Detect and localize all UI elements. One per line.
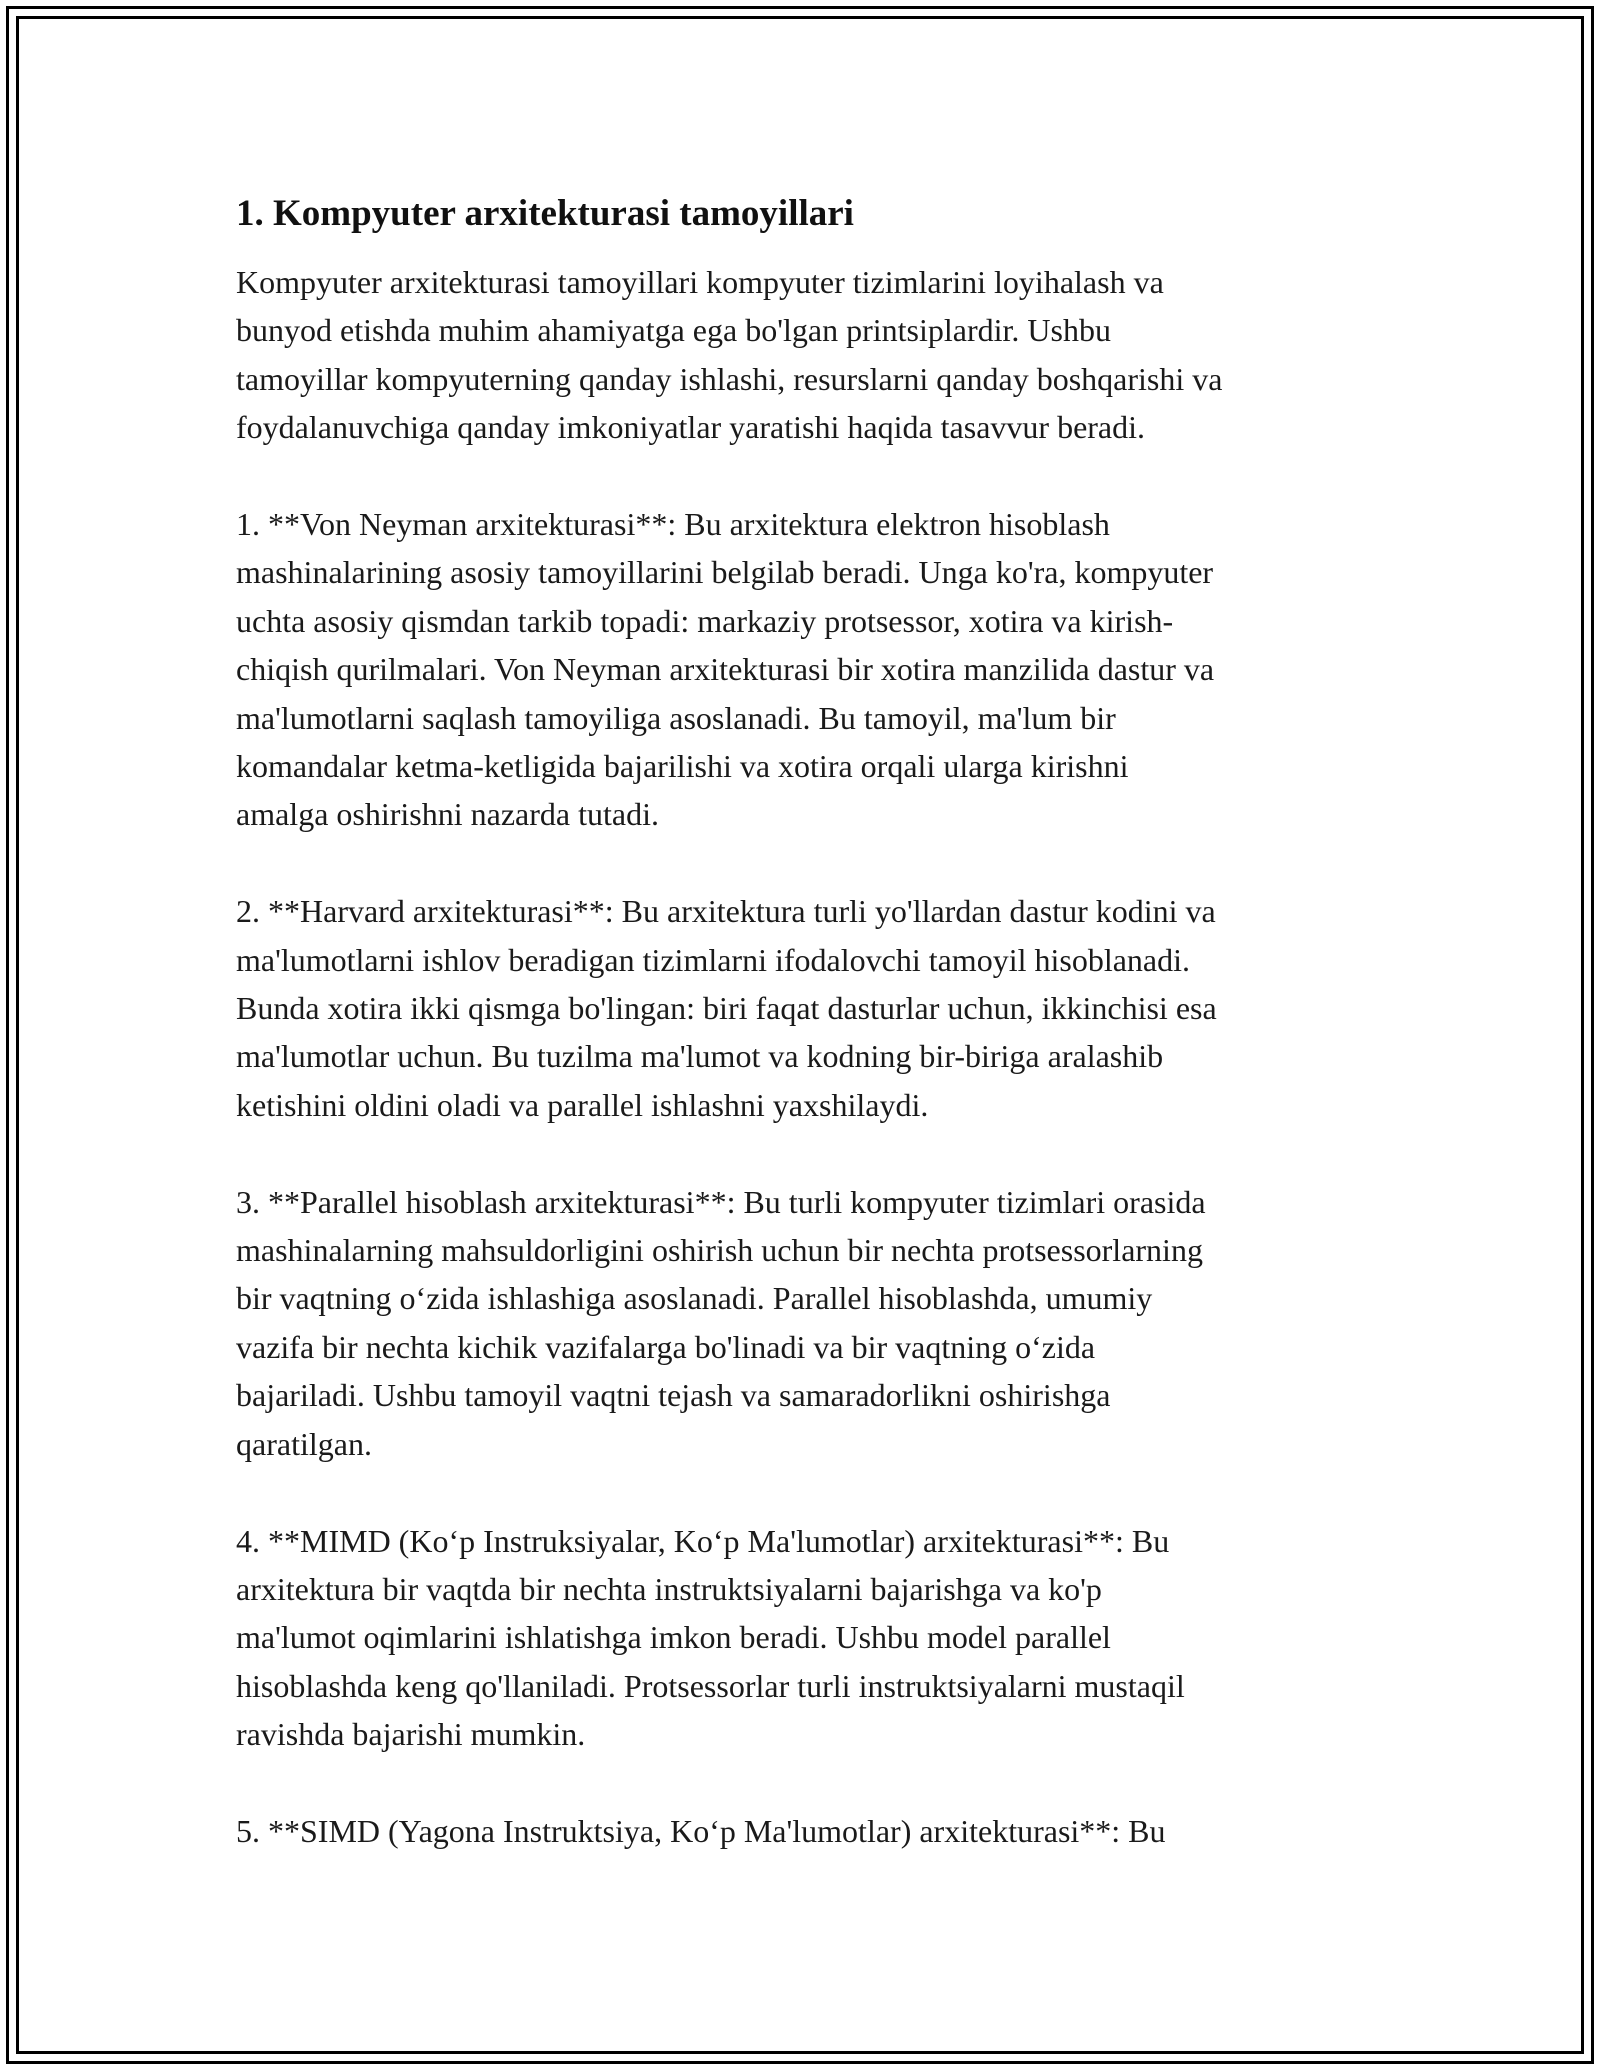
text-line: ketishini oldini oladi va parallel ishlashni yaxshilaydi. [236, 1086, 929, 1123]
paragraph-parallel [236, 1178, 1376, 1468]
text-line: vazifa bir nechta kichik vazifalarga bo'linadi va bir vaqtning oʻzida [236, 1328, 1096, 1365]
text-line: foydalanuvchiga qanday imkoniyatlar yaratishi haqida tasavvur beradi. [236, 409, 1146, 446]
paragraph-simd [236, 1807, 1376, 1855]
text-line: bunyod etishda muhim ahamiyatga ega bo'lgan printsiplardir. Ushbu [236, 312, 1111, 349]
text-line: ma'lumot oqimlarini ishlatishga imkon beradi. Ushbu model parallel [236, 1619, 1111, 1656]
text-line: ma'lumotlar uchun. Bu tuzilma ma'lumot va kodning bir-biriga aralashib [236, 1038, 1164, 1075]
text-line: 1. **Von Neyman arxitekturasi**: Bu arxitektura elektron hisoblash [236, 506, 1110, 543]
text-line: ravishda bajarishi mumkin. [236, 1716, 586, 1753]
paragraph-von-neyman [236, 500, 1376, 839]
document-body [236, 186, 1376, 1904]
text-line: 5. **SIMD (Yagona Instruktsiya, Koʻp Ma'lumotlar) arxitekturasi**: Bu [236, 1812, 1166, 1849]
text-line: mashinalarning mahsuldorligini oshirish uchun bir nechta protsessorlarning [236, 1232, 1203, 1269]
document-title: 1. Kompyuter arxitekturasi tamoyillari [236, 193, 854, 234]
text-line: qaratilgan. [236, 1425, 372, 1462]
intro-paragraph [236, 258, 1376, 452]
text-line: 4. **MIMD (Koʻp Instruksiyalar, Koʻp Ma'lumotlar) arxitekturasi**: Bu [236, 1522, 1170, 1559]
text-line: bir vaqtning oʻzida ishlashiga asoslanadi. Parallel hisoblashda, umumiy [236, 1280, 1153, 1317]
text-line: bajariladi. Ushbu tamoyil vaqtni tejash va samaradorlikni oshirishga [236, 1377, 1111, 1414]
paragraph-harvard [236, 887, 1376, 1129]
text-line: amalga oshirishni nazarda tutadi. [236, 796, 659, 833]
text-line: hisoblashda keng qo'llaniladi. Protsessorlar turli instruktsiyalarni mustaqil [236, 1667, 1185, 1704]
text-line: tamoyillar kompyuterning qanday ishlashi, resurslarni qanday boshqarishi va [236, 360, 1223, 397]
text-line: uchta asosiy qismdan tarkib topadi: markaziy protsessor, xotira va kirish- [236, 602, 1174, 639]
text-line: mashinalarining asosiy tamoyillarini belgilab beradi. Unga ko'ra, kompyuter [236, 554, 1214, 591]
text-line: 3. **Parallel hisoblash arxitekturasi**: Bu turli kompyuter tizimlari orasida [236, 1183, 1206, 1220]
text-line: ma'lumotlarni saqlash tamoyiliga asoslanadi. Bu tamoyil, ma'lum bir [236, 699, 1116, 736]
text-line: Kompyuter arxitekturasi tamoyillari kompyuter tizimlarini loyihalash va [236, 264, 1164, 300]
text-line: 2. **Harvard arxitekturasi**: Bu arxitektura turli yo'llardan dastur kodini va [236, 893, 1216, 930]
text-line: Bunda xotira ikki qismga bo'lingan: biri faqat dasturlar uchun, ikkinchisi esa [236, 990, 1217, 1027]
text-line: komandalar ketma-ketligida bajarilishi va xotira orqali ularga kirishni [236, 748, 1129, 785]
text-line: chiqish qurilmalari. Von Neyman arxitekturasi bir xotira manzilida dastur va [236, 651, 1215, 688]
text-line: ma'lumotlarni ishlov beradigan tizimlarni ifodalovchi tamoyil hisoblanadi. [236, 941, 1190, 978]
text-line: arxitektura bir vaqtda bir nechta instruktsiyalarni bajarishga va ko'p [236, 1570, 1102, 1607]
paragraph-mimd [236, 1517, 1376, 1759]
